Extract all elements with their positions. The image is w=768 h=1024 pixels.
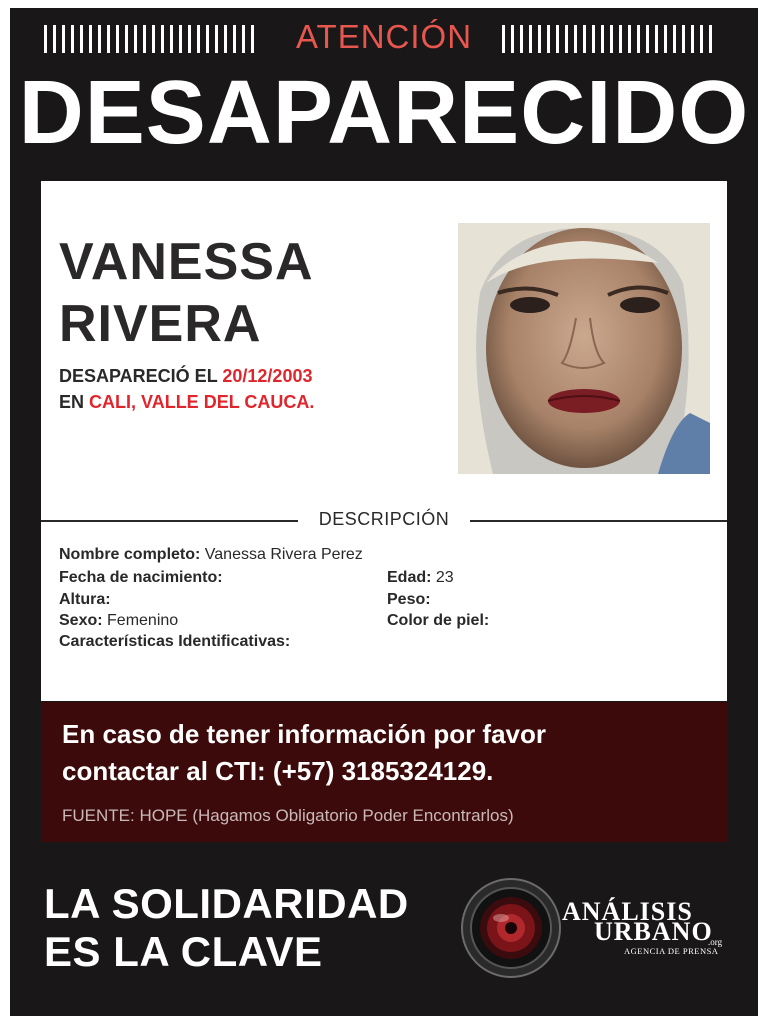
sex-row [59, 612, 178, 630]
weight-label: Peso: [387, 591, 431, 608]
birth-date-label: Fecha de nacimiento: [59, 569, 223, 586]
logo-word-analisis: ANÁLISIS [562, 897, 693, 926]
disappeared-date-line [59, 366, 312, 387]
location-value: CALI, VALLE DEL CAUCA. [89, 392, 315, 412]
camera-lens-icon [461, 878, 561, 983]
age-value: 23 [435, 569, 454, 586]
height-row [59, 591, 111, 609]
age-label: Edad: [387, 569, 432, 586]
skin-color-row [387, 612, 489, 630]
slogan [44, 880, 409, 976]
person-card [41, 181, 727, 701]
contact-line1: En caso de tener información por favor [62, 719, 546, 749]
disappeared-date: 20/12/2003 [222, 366, 313, 386]
logo-tagline: AGENCIA DE PRENSA [624, 946, 719, 956]
missing-headline: DESAPARECIDO [18, 63, 750, 163]
logo-word-urbano: URBANO [594, 917, 713, 946]
contact-message [62, 716, 712, 790]
full-name-label: Nombre completo: [59, 546, 201, 563]
source-credit: FUENTE: HOPE (Hagamos Obligatorio Poder Encontrarlos) [62, 806, 514, 825]
disappeared-prefix: DESAPARECIÓ EL [59, 366, 218, 386]
person-photo [458, 223, 710, 474]
full-name-row [59, 546, 363, 564]
location-line [59, 392, 314, 413]
person-name [59, 231, 314, 355]
age-row [387, 569, 454, 587]
location-prefix: EN [59, 392, 85, 412]
features-row [59, 633, 290, 651]
sex-value: Femenino [107, 612, 179, 629]
weight-row [387, 591, 431, 609]
attention-label: ATENCIÓN [295, 18, 473, 55]
slogan-line2: ES LA CLAVE [44, 928, 323, 975]
logo-suffix: .org [708, 937, 723, 947]
skin-color-label: Color de piel: [387, 612, 490, 629]
sex-label: Sexo: [59, 612, 103, 629]
contact-line2: contactar al CTI: (+57) 3185324129. [62, 756, 494, 786]
description-heading: DESCRIPCIÓN [318, 509, 450, 529]
contact-box [41, 702, 727, 842]
person-first-name: VANESSA [59, 233, 314, 291]
height-label: Altura: [59, 591, 111, 608]
birth-date-row [59, 569, 223, 587]
person-last-name: RIVERA [59, 295, 262, 353]
slogan-line1: LA SOLIDARIDAD [44, 880, 409, 927]
features-label: Características Identificativas: [59, 633, 291, 650]
full-name-value: Vanessa Rivera Perez [204, 546, 363, 563]
